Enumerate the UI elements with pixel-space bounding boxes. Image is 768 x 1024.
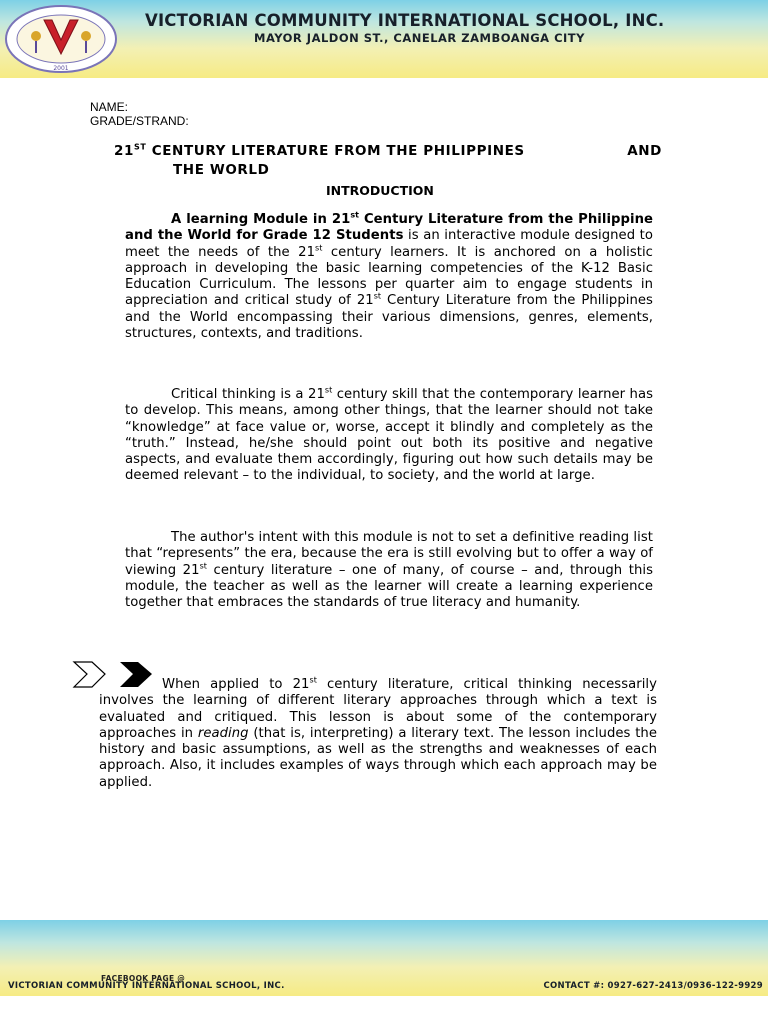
intro-paragraph-3 — [125, 530, 653, 611]
grade-strand-label: GRADE/STRAND: — [90, 114, 189, 128]
para1-text-segment: st — [350, 210, 359, 220]
facebook-page-label: FACEBOOK PAGE @ — [101, 974, 186, 983]
para4-text-segment: When applied to 21 — [162, 677, 310, 692]
title-line-2: THE WORLD — [173, 162, 270, 178]
para1-text-segment: Century Literature from the Philippines and the World encompassing their various dimensions, genres, elements, structures, contexts, and traditions. — [125, 293, 653, 342]
title-line-1: 21ST CENTURY LITERATURE FROM THE PHILIPPINES — [114, 142, 525, 159]
intro-paragraph-1 — [125, 212, 653, 342]
lesson-overview-paragraph — [99, 677, 657, 791]
para4-text-segment: reading — [197, 725, 249, 741]
school-seal-logo — [4, 4, 118, 74]
school-name-heading: VICTORIAN COMMUNITY INTERNATIONAL SCHOOL, INC. — [145, 11, 665, 30]
title-and: AND — [627, 143, 662, 159]
school-address: MAYOR JALDON ST., CANELAR ZAMBOANGA CITY — [254, 31, 585, 45]
footer-school-name: VICTORIAN COMMUNITY INTERNATIONAL SCHOOL, INC. — [8, 981, 285, 991]
contact-numbers: CONTACT #: 0927-627-2413/0936-122-9929 — [543, 981, 763, 991]
para3-text-segment: century literature – one of many, of course – and, through this module, the teacher as well as the learner will create a learning experience together that embraces the standards of true literacy and humanity. — [125, 562, 654, 611]
para1-text-segment: Century Literature from the Philippine and the World for Grade 12 Students — [125, 212, 654, 244]
para1-text-segment: st — [315, 243, 323, 253]
svg-text:2001: 2001 — [53, 65, 69, 72]
para4-text-segment: century literature, critical thinking necessarily involves the learning of different literary approaches through which a text is evaluated and critiqued. This lesson is about some of the contemporary approaches in — [99, 677, 657, 741]
letterhead-banner — [0, 0, 768, 78]
para4-text-segment: (that is, interpreting) a literary text. The lesson includes the history and basic assumptions, as well as the strengths and weaknesses of each approach. Also, it includes examples of ways through which each approach may be applied. — [99, 725, 657, 790]
student-info-fields — [90, 100, 189, 128]
para2-text-segment: century skill that the contemporary learner has to develop. This means, among other things, that the learner should not take “knowledge” at face value or, worse, accept it blindly and completely as the “truth.” Instead, he/she should point out both its positive and negative aspects, and evaluate them accordingly, figuring out how such details may be deemed relevant – to the individual, to society, and the world at large. — [125, 387, 653, 484]
para4-text-segment: st — [309, 675, 317, 685]
document-title — [114, 143, 662, 178]
para3-text-segment: The author's intent with this module is not to set a definitive reading list that “represents” the era, because the era is still evolving but to offer a way of viewing 21 — [125, 530, 653, 578]
para1-text-segment: is an interactive module designed to meet the needs of the 21 — [125, 228, 653, 260]
para3-text-segment: st — [199, 561, 207, 571]
para2-text-segment: Critical thinking is a 21 — [171, 387, 325, 402]
introduction-heading: INTRODUCTION — [326, 183, 434, 198]
para2-text-segment: st — [324, 385, 333, 395]
para1-text-segment: A learning Module in 21 — [171, 212, 351, 227]
name-label: NAME: — [90, 100, 129, 114]
intro-paragraph-2 — [125, 387, 653, 485]
para1-text-segment: st — [373, 292, 382, 302]
para1-text-segment: century learners. It is anchored on a holistic approach in developing the basic learning competencies of the K-12 Basic Education Curriculum. The lessons per quarter aim to engage students in appreciation and critical study of 21 — [125, 244, 653, 309]
